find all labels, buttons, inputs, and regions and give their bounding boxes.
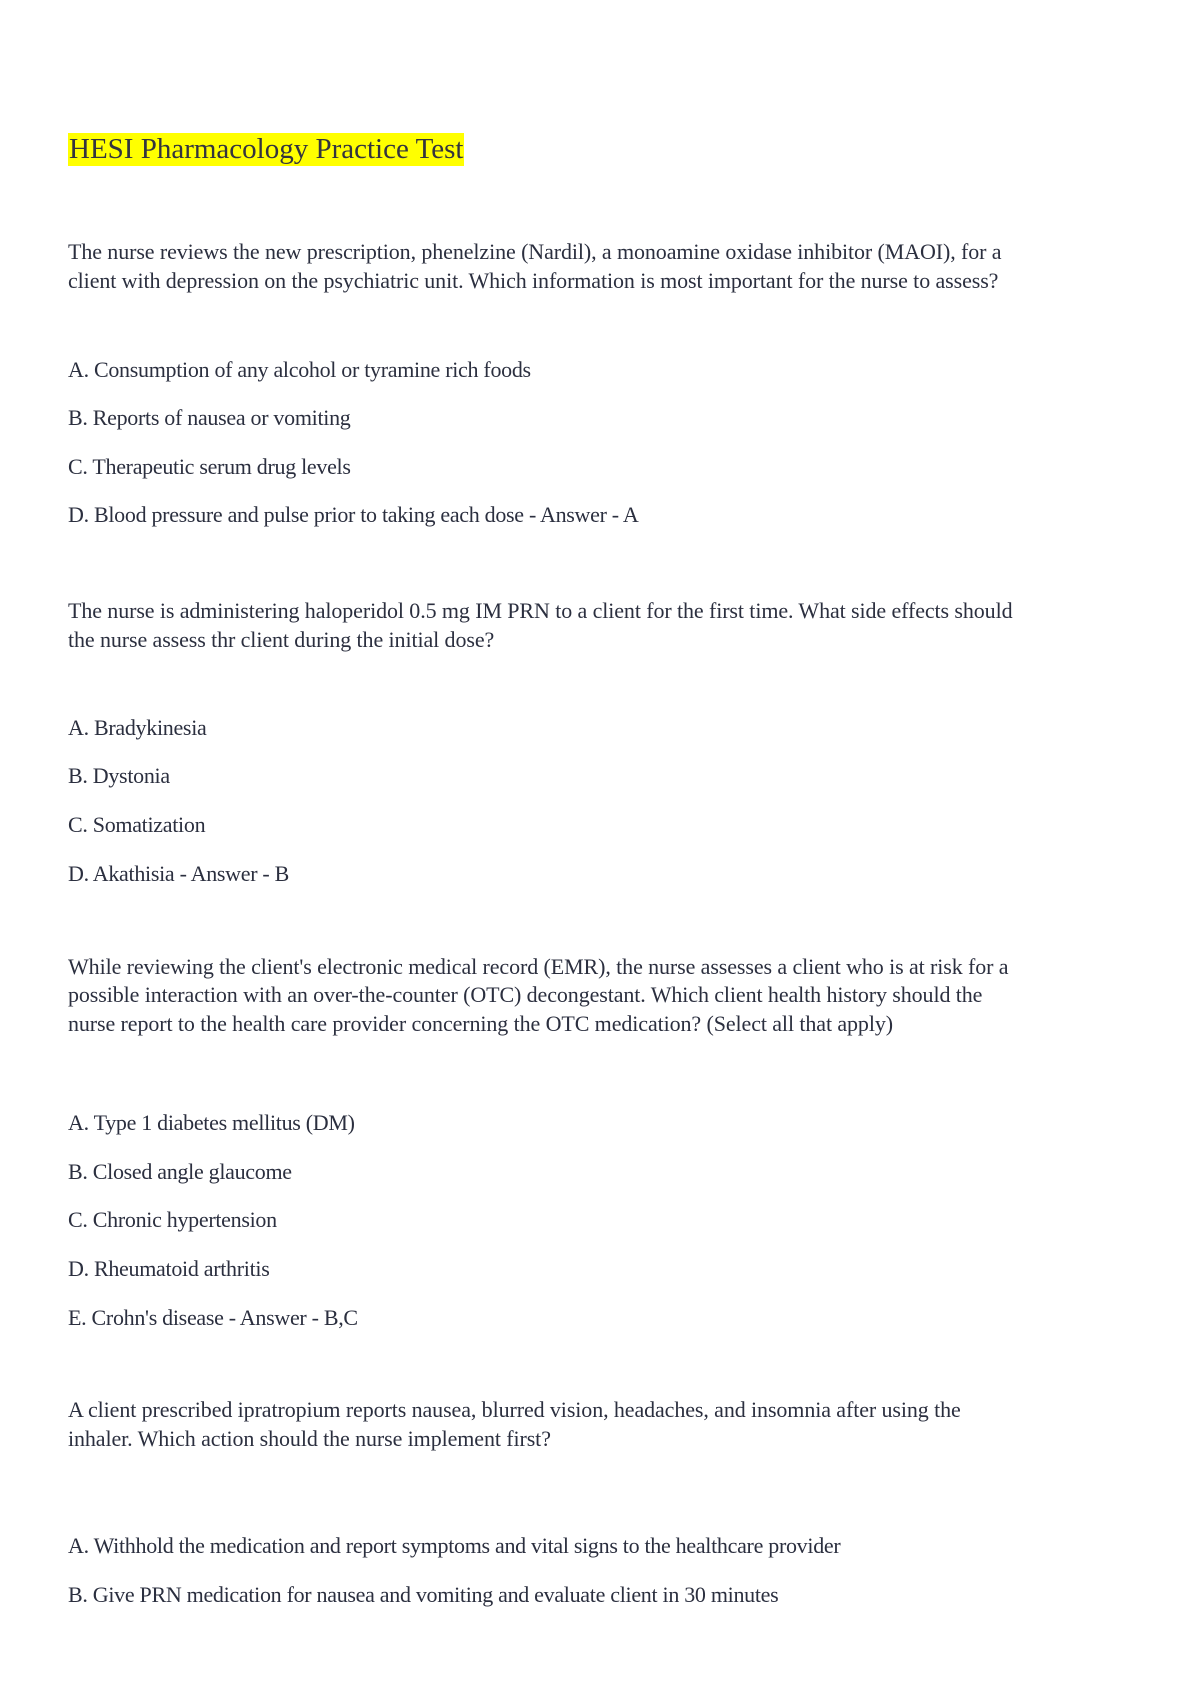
question-stem-line: A client prescribed ipratropium reports nausea, blurred vision, headaches, and insomnia after using the	[68, 1397, 961, 1422]
answer-option-e: E. Crohn's disease - Answer - B,C	[68, 1305, 358, 1330]
answer-option-a: A. Withhold the medication and report symptoms and vital signs to the healthcare provider	[68, 1533, 841, 1558]
answer-option-b: B. Dystonia	[68, 763, 170, 788]
question-stem-line: client with depression on the psychiatric unit. Which information is most important for the nurse to assess?	[68, 268, 999, 293]
question-stem-line: the nurse assess thr client during the initial dose?	[68, 627, 495, 652]
answer-option-d: D. Akathisia - Answer - B	[68, 861, 290, 886]
answer-option-b: B. Give PRN medication for nausea and vomiting and evaluate client in 30 minutes	[68, 1582, 779, 1607]
answer-option-c: C. Somatization	[68, 812, 206, 837]
question-stem-line: The nurse is administering haloperidol 0.5 mg IM PRN to a client for the first time. What side effects should	[68, 598, 1013, 623]
question-stem-line: nurse report to the health care provider concerning the OTC medication? (Select all that apply)	[68, 1011, 893, 1036]
answer-option-b: B. Reports of nausea or vomiting	[68, 405, 351, 430]
question-stem-line: possible interaction with an over-the-counter (OTC) decongestant. Which client health history should the	[68, 982, 983, 1007]
answer-option-d: D. Rheumatoid arthritis	[68, 1256, 270, 1281]
answer-option-d: D. Blood pressure and pulse prior to taking each dose - Answer - A	[68, 502, 639, 527]
question-stem-line: The nurse reviews the new prescription, phenelzine (Nardil), a monoamine oxidase inhibitor (MAOI), for a	[68, 239, 1002, 264]
answer-option-c: C. Chronic hypertension	[68, 1207, 277, 1232]
answer-option-a: A. Bradykinesia	[68, 715, 207, 740]
question-stem-line: While reviewing the client's electronic medical record (EMR), the nurse assesses a client who is at risk for a	[68, 954, 1009, 979]
answer-option-c: C. Therapeutic serum drug levels	[68, 454, 351, 479]
answer-option-a: A. Type 1 diabetes mellitus (DM)	[68, 1110, 355, 1135]
question-stem-line: inhaler. Which action should the nurse implement first?	[68, 1426, 551, 1451]
answer-option-a: A. Consumption of any alcohol or tyramine rich foods	[68, 357, 531, 382]
answer-option-b: B. Closed angle glaucome	[68, 1159, 292, 1184]
document-title: HESI Pharmacology Practice Test	[69, 133, 464, 165]
